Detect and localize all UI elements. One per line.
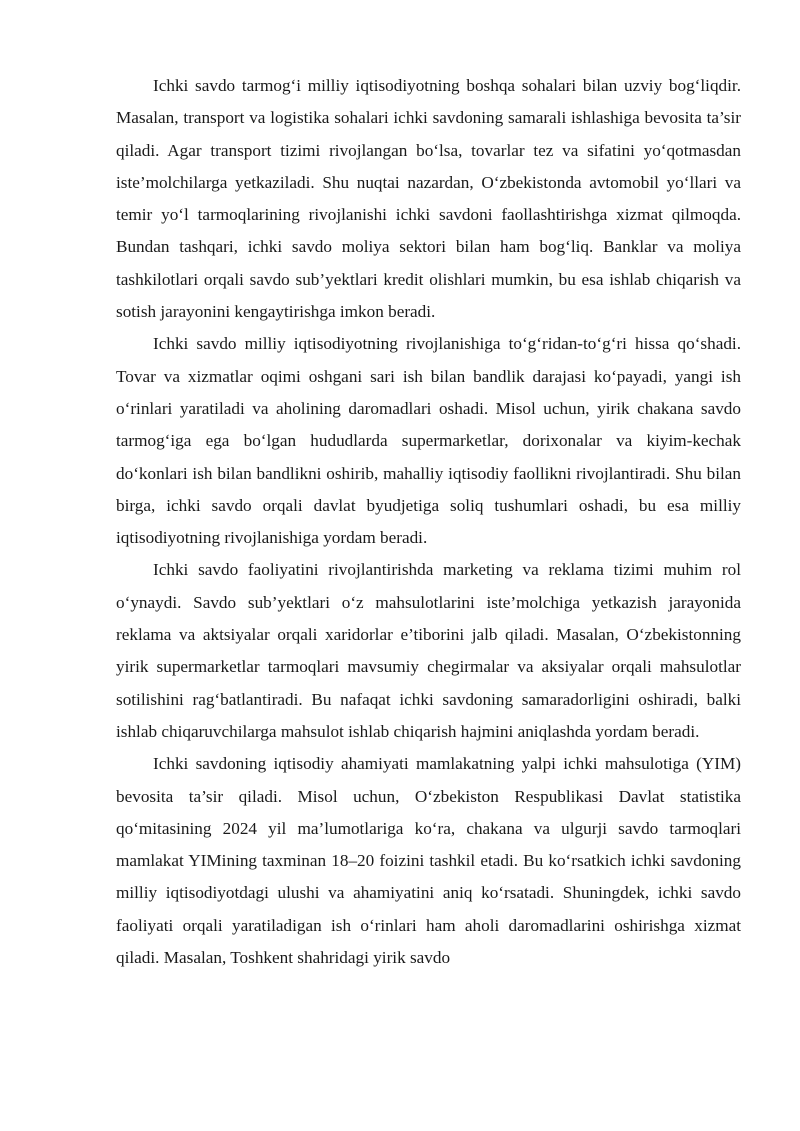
- paragraph-marketing: Ichki savdo faoliyatini rivojlantirishda marketing va reklama tizimi muhim rol o‘ynaydi. Savdo sub’yektlari o‘z mahsulotlarini iste’molchiga yetkazish jarayonida reklama va aktsiyalar orqali xaridorlar e’tiborini jalb qiladi. Masalan, O‘zbekistonning yirik supermarketlar tarmoqlari mavsumiy chegirmalar va aksiyalar orqali mahsulotlar sotilishini rag‘batlantiradi. Bu nafaqat ichki savdoning samaradorligini oshiradi, balki ishlab chiqaruvchilarga mahsulot ishlab chiqarish hajmini aniqlashda yordam beradi.: [116, 560, 741, 741]
- paragraph-transport-finance: Ichki savdo tarmog‘i milliy iqtisodiyotning boshqa sohalari bilan uzviy bog‘liqdir. Masalan, transport va logistika sohalari ichki savdoning samarali ishlashiga bevosita ta’sir qiladi. Agar transport tizimi rivojlangan bo‘lsa, tovarlar tez va sifatini yo‘qotmasdan iste’molchilarga yetkaziladi. Shu nuqtai nazardan, O‘zbekistonda avtomobil yo‘llari va temir yo‘l tarmoqlarining rivojlanishi ichki savdoni faollashtirishga xizmat qilmoqda. Bundan tashqari, ichki savdo moliya sektori bilan ham bog‘liq. Banklar va moliya tashkilotlari orqali savdo sub’yektlari kredit olishlari mumkin, bu esa ishlab chiqarish va sotish jarayonini kengaytirishga imkon beradi.: [116, 76, 741, 322]
- paragraph-gdp-share: Ichki savdoning iqtisodiy ahamiyati mamlakatning yalpi ichki mahsulotiga (YIM) bevosita ta’sir qiladi. Misol uchun, O‘zbekiston Respublikasi Davlat statistika qo‘mitasining 2024 yil ma’lumotlariga ko‘ra, chakana va ulgurji savdo tarmoqlari mamlakat YIMining taxminan 18–20 foizini tashkil etadi. Bu ko‘rsatkich ichki savdoning milliy iqtisodiyotdagi ulushi va ahamiyatini aniq ko‘rsatadi. Shuningdek, ichki savdo faoliyati orqali yaratiladigan ish o‘rinlari ham aholi daromadlarini oshirishga xizmat qiladi. Masalan, Toshkent shahridagi yirik savdo: [116, 754, 741, 968]
- document-body: [116, 70, 741, 974]
- paragraph-economic-growth: Ichki savdo milliy iqtisodiyotning rivojlanishiga to‘g‘ridan-to‘g‘ri hissa qo‘shadi. Tovar va xizmatlar oqimi oshgani sari ish bilan bandlik darajasi ko‘payadi, yangi ish o‘rinlari yaratiladi va aholining daromadlari oshadi. Misol uchun, yirik chakana savdo tarmog‘iga ega bo‘lgan hududlarda supermarketlar, dorixonalar va kiyim-kechak do‘konlari ish bilan bandlikni oshirib, mahalliy iqtisodiy faollikni rivojlantiradi. Shu bilan birga, ichki savdo orqali davlat byudjetiga soliq tushumlari oshadi, bu esa milliy iqtisodiyotning rivojlanishiga yordam beradi.: [116, 334, 741, 548]
